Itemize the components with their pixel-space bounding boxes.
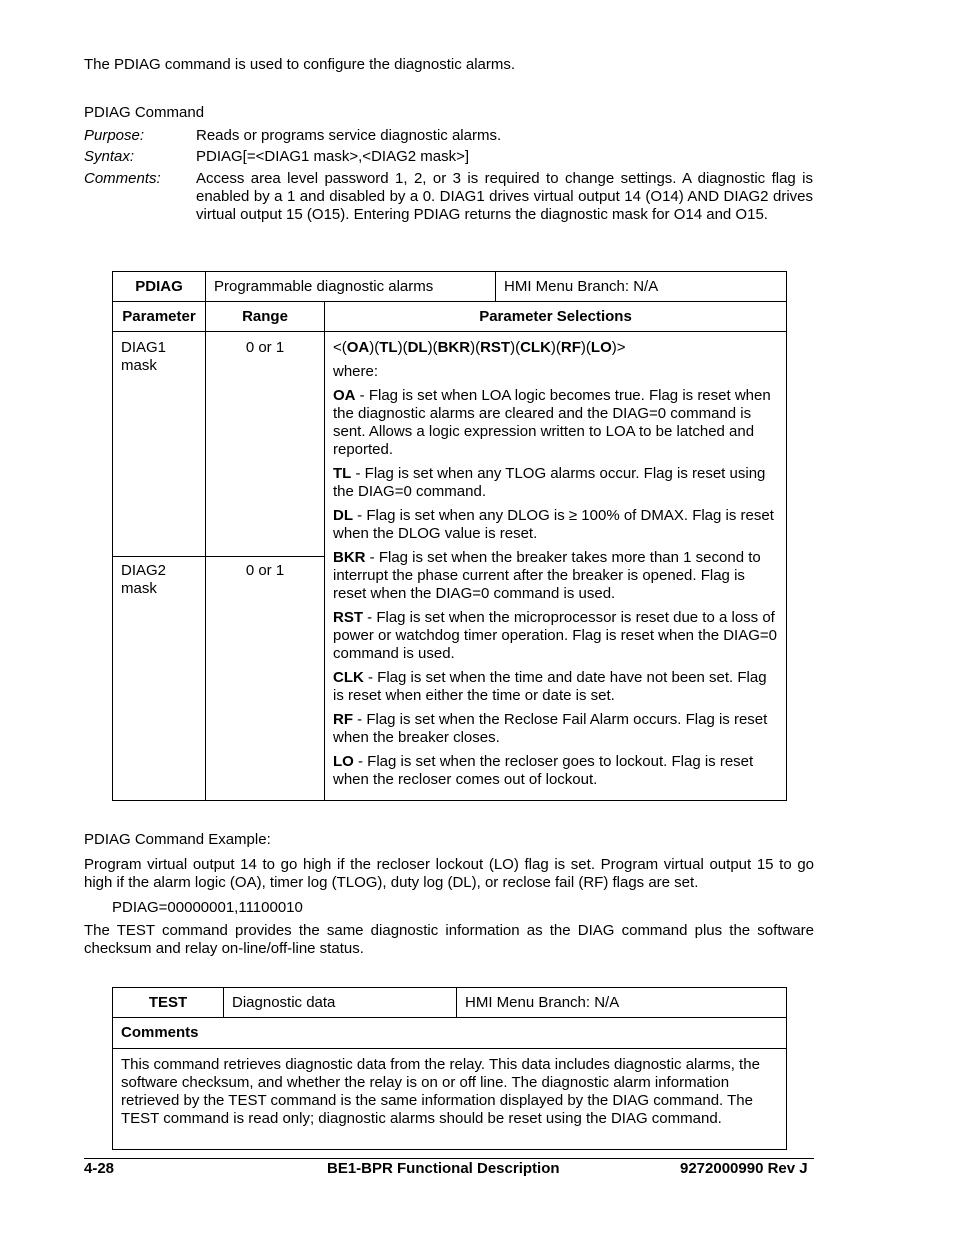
syntax-label: Syntax: bbox=[84, 148, 135, 165]
where-label: where: bbox=[333, 363, 379, 380]
test-name-cell: TEST bbox=[113, 988, 224, 1018]
intro-text: The PDIAG command is used to configure the diagnostic alarms. bbox=[84, 56, 516, 73]
flag-code: CLK bbox=[520, 339, 551, 356]
flag-code: LO bbox=[590, 339, 612, 356]
diag2-param: DIAG2 mask bbox=[113, 557, 206, 801]
example-heading: PDIAG Command Example: bbox=[84, 831, 271, 848]
syntax-text: PDIAG[=<DIAG1 mask>,<DIAG2 mask>] bbox=[196, 148, 470, 165]
comments-text: Access area level password 1, 2, or 3 is required to change settings. A diagnostic flag is enabled by a 1 and disabled by a 0. DIAG1 drives virtual output 14 (O14) AND DIAG2 drives virtual output 15 (O15). Entering PDIAG returns the diagnostic mask for O14 and O15. bbox=[196, 170, 813, 223]
col-selections: Parameter Selections bbox=[325, 302, 787, 332]
diag2-range: 0 or 1 bbox=[206, 557, 325, 801]
flag-lo: LO - Flag is set when the recloser goes to lockout. Flag is reset when the recloser comes out of lockout. bbox=[333, 753, 754, 788]
footer-title: BE1-BPR Functional Description bbox=[327, 1160, 560, 1177]
flag-code: DL bbox=[407, 339, 428, 356]
test-hmi-cell: HMI Menu Branch: N/A bbox=[457, 988, 787, 1018]
flag-bkr: BKR - Flag is set when the breaker takes more than 1 second to interrupt the phase current after the breaker is opened. Flag is reset when the DIAG=0 command is used. bbox=[333, 549, 761, 602]
pdiag-name-cell: PDIAG bbox=[113, 272, 206, 302]
footer-doc-number: 9272000990 Rev J bbox=[680, 1160, 808, 1177]
pdiag-header-table bbox=[112, 271, 787, 302]
comments-label: Comments: bbox=[84, 170, 161, 187]
test-intro-text: The TEST command provides the same diagnostic information as the DIAG command plus the software checksum and relay on-line/off-line status. bbox=[84, 922, 814, 957]
flag-code: TL bbox=[379, 339, 398, 356]
purpose-label: Purpose: bbox=[84, 127, 145, 144]
flag-clk: CLK - Flag is set when the time and date have not been set. Flag is reset when either the time or date is set. bbox=[333, 669, 767, 704]
flag-rf: RF - Flag is set when the Reclose Fail Alarm occurs. Flag is reset when the breaker closes. bbox=[333, 711, 768, 746]
command-heading: PDIAG Command bbox=[84, 104, 205, 121]
example-command: PDIAG=00000001,11100010 bbox=[112, 899, 303, 916]
pdiag-hmi-cell: HMI Menu Branch: N/A bbox=[496, 272, 787, 302]
parameter-selections bbox=[325, 332, 787, 801]
flag-code: OA bbox=[346, 339, 370, 356]
flag-dl: DL - Flag is set when any DLOG is ≥ 100% of DMAX. Flag is reset when the DLOG value is reset. bbox=[333, 507, 774, 542]
footer-divider bbox=[84, 1158, 814, 1159]
diag1-range: 0 or 1 bbox=[206, 332, 325, 557]
diag1-param: DIAG1 mask bbox=[113, 332, 206, 557]
pdiag-desc-cell: Programmable diagnostic alarms bbox=[206, 272, 496, 302]
test-header-table bbox=[112, 987, 787, 1018]
flag-rst: RST - Flag is set when the microprocessor is reset due to a loss of power or watchdog timer operation. Flag is reset when the DIAG=0 command is used. bbox=[333, 609, 777, 662]
flag-oa: OA - Flag is set when LOA logic becomes true. Flag is reset when the diagnostic alarms are cleared and the DIAG=0 command is sent. Allows a logic expression written to LOA to be latched and reported. bbox=[333, 387, 771, 458]
flag-code: BKR bbox=[437, 339, 471, 356]
col-parameter: Parameter bbox=[113, 302, 206, 332]
purpose-text: Reads or programs service diagnostic alarms. bbox=[196, 127, 502, 144]
test-desc-cell: Diagnostic data bbox=[224, 988, 457, 1018]
flag-code: RF bbox=[560, 339, 581, 356]
test-comments-text: This command retrieves diagnostic data from the relay. This data includes diagnostic alarms, the software checksum, and whether the relay is on or off line. The diagnostic alarm information retrieved by the TEST command is the same information displayed by the DIAG command. The TEST command is read only; diagnostic alarms should be reset using the DIAG command. bbox=[113, 1049, 787, 1150]
pdiag-param-table bbox=[112, 301, 787, 801]
test-comments-table bbox=[112, 1017, 787, 1150]
footer-page-number: 4-28 bbox=[84, 1160, 115, 1177]
flag-code: RST bbox=[480, 339, 511, 356]
col-range: Range bbox=[206, 302, 325, 332]
selection-syntax: <(OA)(TL)(DL)(BKR)(RST)(CLK)(RF)(LO)> bbox=[333, 339, 626, 356]
example-text: Program virtual output 14 to go high if the recloser lockout (LO) flag is set. Program virtual output 15 to go high if the alarm logic (OA), timer log (TLOG), duty log (DL), or reclose fail (RF) flags are set. bbox=[84, 856, 814, 891]
test-comments-label: Comments bbox=[113, 1018, 787, 1049]
flag-tl: TL - Flag is set when any TLOG alarms occur. Flag is reset using the DIAG=0 command. bbox=[333, 465, 766, 500]
